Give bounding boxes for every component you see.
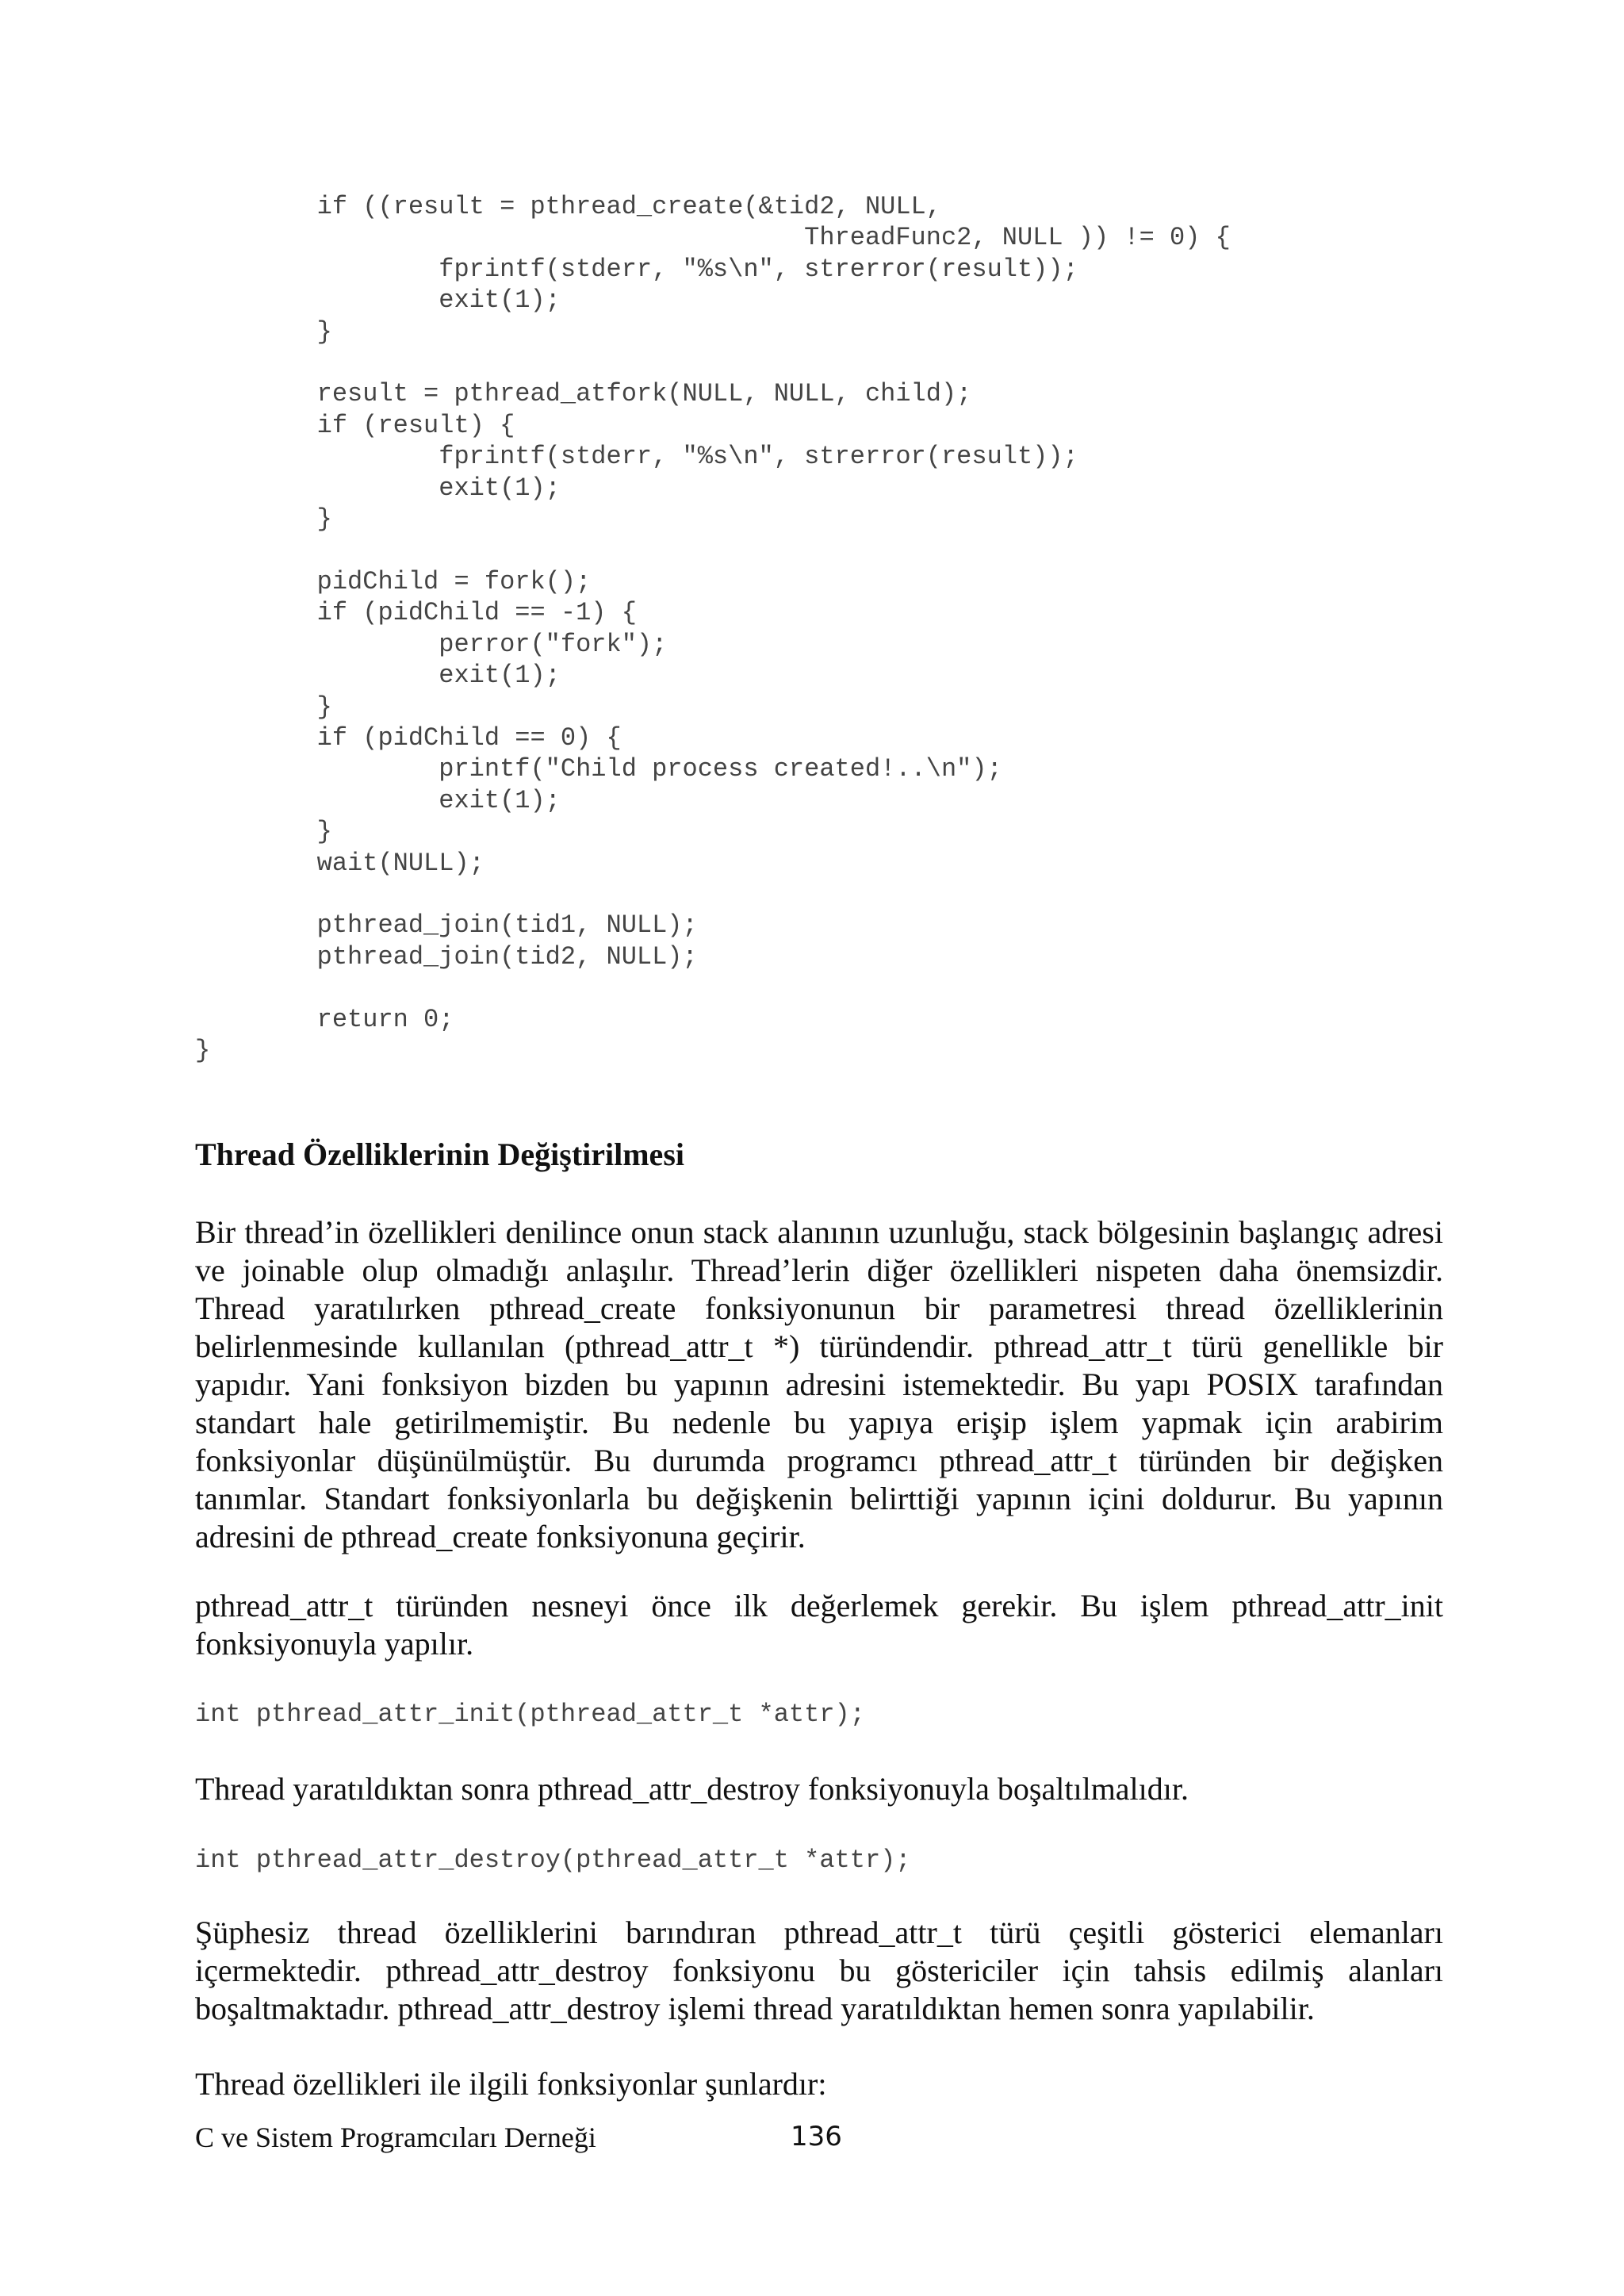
paragraph-functions-list: Thread özellikleri ile ilgili fonksiyonlar şunlardır: <box>195 2066 827 2102</box>
paragraph-init: pthread_attr_t türünden nesneyi önce ilk değerlemek gerekir. Bu işlem pthread_attr_init fonksiyonuyla yapılır. <box>195 1588 1443 1662</box>
section-heading: Thread Özelliklerinin Değiştirilmesi <box>195 1137 684 1172</box>
prototype-attr-destroy: int pthread_attr_destroy(pthread_attr_t *attr); <box>195 1846 911 1875</box>
paragraph-destroy: Thread yaratıldıktan sonra pthread_attr_destroy fonksiyonuyla boşaltılmalıdır. <box>195 1771 1189 1807</box>
paragraph-intro: Bir thread’in özellikleri denilince onun stack alanının uzunluğu, stack bölgesinin başlangıç adresi ve joinable olup olmadığı anlaşılır. Thread’lerin diğer özellikleri nispeten daha önemsizdir. Thread yaratılırken pthread_create fonksiyonunun bir parametresi thread özelliklerinin belirlenmesinde kullanılan (pthread_attr_t *) türündendir. pthread_attr_t türü genellikle bir yapıdır. Yani fonksiyon bizden bu yapının adresini istemektedir. Bu yapı POSIX tarafından standart hale getirilmemiştir. Bu nedenle bu yapıya erişip işlem yapmak için arabirim fonksiyonlar düşünülmüştür. Bu durumda programcı pthread_attr_t türünden bir değişken tanımlar. Standart fonksiyonlarla bu değişkenin belirttiği yapının içini doldurur. Bu yapının adresini de pthread_create fonksiyonuna geçirir. <box>195 1214 1443 1554</box>
paragraph-pointers: Şüphesiz thread özelliklerini barındıran pthread_attr_t türü çeşitli gösterici elemanları içermektedir. pthread_attr_destroy fonksiyonu bu göstericiler için tahsis edilmiş alanları boşaltmaktadır. pthread_attr_destroy işlemi thread yaratıldıktan hemen sonra yapılabilir. <box>195 1915 1443 2026</box>
prototype-attr-init: int pthread_attr_init(pthread_attr_t *attr); <box>195 1700 865 1729</box>
page-number: 136 <box>791 2121 842 2152</box>
footer-organization: C ve Sistem Programcıları Derneği <box>195 2122 596 2153</box>
code-listing: if ((result = pthread_create(&tid2, NULL, ThreadFunc2, NULL )) != 0) { fprintf(stderr, "%s\n", strerror(result)); exit(1); } result = pthread_atfork(NULL, NULL, child); if (result) { fprintf(stderr, "%s\n", strerror(result)); exit(1); } pidChild = fork(); if (pidChild == -1) { perror("fork"); exit(1); } if (pidChild == 0) { printf("Child process created!..\n"); exit(1); } wait(NULL); pthread_join(tid1, NULL); pthread_join(tid2, NULL); return 0; } <box>195 192 1231 1065</box>
